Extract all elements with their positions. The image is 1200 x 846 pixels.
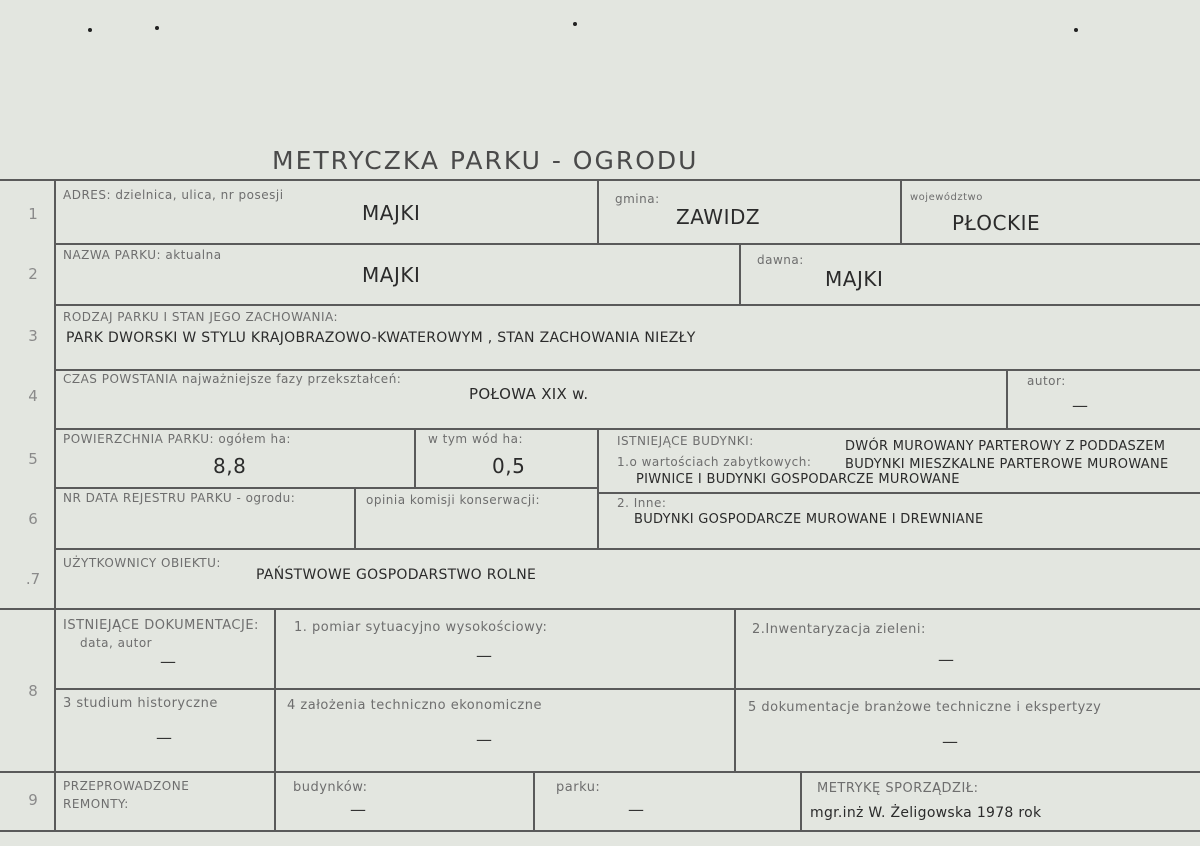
- wojewodztwo-label: województwo: [910, 192, 983, 203]
- divider: [597, 179, 599, 243]
- gmina-value: ZAWIDZ: [676, 205, 761, 229]
- former-name-label: dawna:: [757, 253, 804, 267]
- divider: [55, 304, 1200, 306]
- divider: [55, 243, 1200, 245]
- row-number: .7: [25, 570, 41, 588]
- conservation-opinion-label: opinia komisji konserwacji:: [366, 493, 541, 507]
- creation-time-label: CZAS POWSTANIA najważniejsze fazy przekształceń:: [63, 372, 402, 386]
- documentation-label: ISTNIEJĄCE DOKUMENTACJE:: [63, 618, 259, 633]
- park-name-label: NAZWA PARKU: aktualna: [63, 248, 222, 262]
- divider: [739, 243, 741, 304]
- row-number: 9: [28, 791, 38, 809]
- author-label: autor:: [1027, 374, 1066, 388]
- repairs-park-label: parku:: [556, 780, 601, 795]
- buildings-value-manor: DWÓR MUROWANY PARTEROWY Z PODDASZEM: [845, 439, 1166, 454]
- row-number: 6: [28, 510, 38, 528]
- repairs-buildings-label: budynków:: [293, 780, 368, 795]
- survey-label: 1. pomiar sytuacyjno wysokościowy:: [294, 620, 548, 635]
- water-area-label: w tym wód ha:: [428, 432, 524, 446]
- gmina-label: gmina:: [615, 192, 660, 206]
- row-number: 4: [28, 387, 38, 405]
- divider: [0, 608, 1200, 610]
- row-number: 8: [28, 682, 38, 700]
- divider: [0, 830, 1200, 832]
- punch-mark: [155, 26, 159, 30]
- park-name-value: MAJKI: [362, 263, 421, 287]
- divider: [274, 608, 276, 830]
- users-label: UŻYTKOWNICY OBIEKTU:: [63, 556, 221, 570]
- buildings-value-residential: BUDYNKI MIESZKALNE PARTEROWE MUROWANE: [845, 457, 1169, 472]
- historical-study-label: 3 studium historyczne: [63, 696, 218, 711]
- divider: [597, 428, 599, 548]
- greenery-inventory-label: 2.Inwentaryzacja zieleni:: [752, 622, 926, 637]
- park-type-value: PARK DWORSKI W STYLU KRAJOBRAZOWO-KWATEROWYM , STAN ZACHOWANIA NIEZŁY: [66, 330, 696, 346]
- row-number: 3: [28, 327, 38, 345]
- technical-economic-value: —: [476, 730, 492, 749]
- row-number: 5: [28, 450, 38, 468]
- row-number: 1: [28, 205, 38, 223]
- divider: [0, 179, 1200, 181]
- divider: [354, 487, 356, 548]
- divider: [55, 428, 1200, 430]
- wojewodztwo-value: PŁOCKIE: [952, 211, 1041, 235]
- other-buildings-label: 2. Inne:: [617, 496, 667, 510]
- address-label: ADRES: dzielnica, ulica, nr posesji: [63, 188, 284, 202]
- branch-docs-label: 5 dokumentacje branżowe techniczne i ekspertyzy: [748, 700, 1102, 715]
- divider: [55, 688, 1200, 690]
- divider: [54, 179, 56, 830]
- users-value: PAŃSTWOWE GOSPODARSTWO ROLNE: [256, 567, 537, 583]
- punch-mark: [573, 22, 577, 26]
- greenery-inventory-value: —: [938, 650, 954, 669]
- technical-economic-label: 4 założenia techniczno ekonomiczne: [287, 698, 542, 713]
- divider: [55, 487, 598, 489]
- row-number: 2: [28, 265, 38, 283]
- creation-time-value: POŁOWA XIX w.: [469, 385, 589, 403]
- card-title: METRYCZKA PARKU - OGRODU: [272, 146, 699, 175]
- divider: [800, 771, 802, 830]
- repairs-label: PRZEPROWADZONE REMONTY:: [63, 779, 190, 811]
- divider: [1006, 369, 1008, 428]
- survey-value: —: [476, 646, 492, 665]
- park-type-label: RODZAJ PARKU I STAN JEGO ZACHOWANIA:: [63, 310, 339, 324]
- made-by-value: mgr.inż W. Żeligowska 1978 rok: [810, 805, 1042, 821]
- area-value: 8,8: [213, 454, 247, 478]
- author-value: —: [1072, 396, 1088, 415]
- water-area-value: 0,5: [492, 454, 526, 478]
- area-label: POWIERZCHNIA PARKU: ogółem ha:: [63, 432, 291, 446]
- divider: [734, 608, 736, 771]
- repairs-park-value: —: [628, 800, 644, 819]
- divider: [55, 548, 1200, 550]
- divider: [533, 771, 535, 830]
- punch-mark: [1074, 28, 1078, 32]
- buildings-value-cellars: PIWNICE I BUDYNKI GOSPODARCZE MUROWANE: [636, 472, 960, 487]
- branch-docs-value: —: [942, 732, 958, 751]
- divider: [414, 428, 416, 487]
- made-by-label: METRYKĘ SPORZĄDZIŁ:: [817, 781, 979, 796]
- punch-mark: [88, 28, 92, 32]
- register-label: NR DATA REJESTRU PARKU - ogrodu:: [63, 491, 296, 505]
- repairs-buildings-value: —: [350, 800, 366, 819]
- documentation-value: —: [160, 652, 176, 671]
- divider: [55, 369, 1200, 371]
- other-buildings-value: BUDYNKI GOSPODARCZE MUROWANE I DREWNIANE: [634, 512, 984, 527]
- divider: [598, 492, 1200, 494]
- buildings-historic-label: 1.o wartościach zabytkowych:: [617, 455, 812, 469]
- historical-study-value: —: [156, 728, 172, 747]
- former-name-value: MAJKI: [825, 267, 884, 291]
- buildings-label: ISTNIEJĄCE BUDYNKI:: [617, 434, 754, 448]
- divider: [0, 771, 1200, 773]
- address-value: MAJKI: [362, 201, 421, 225]
- documentation-sublabel: data, autor: [80, 636, 153, 650]
- divider: [900, 179, 902, 243]
